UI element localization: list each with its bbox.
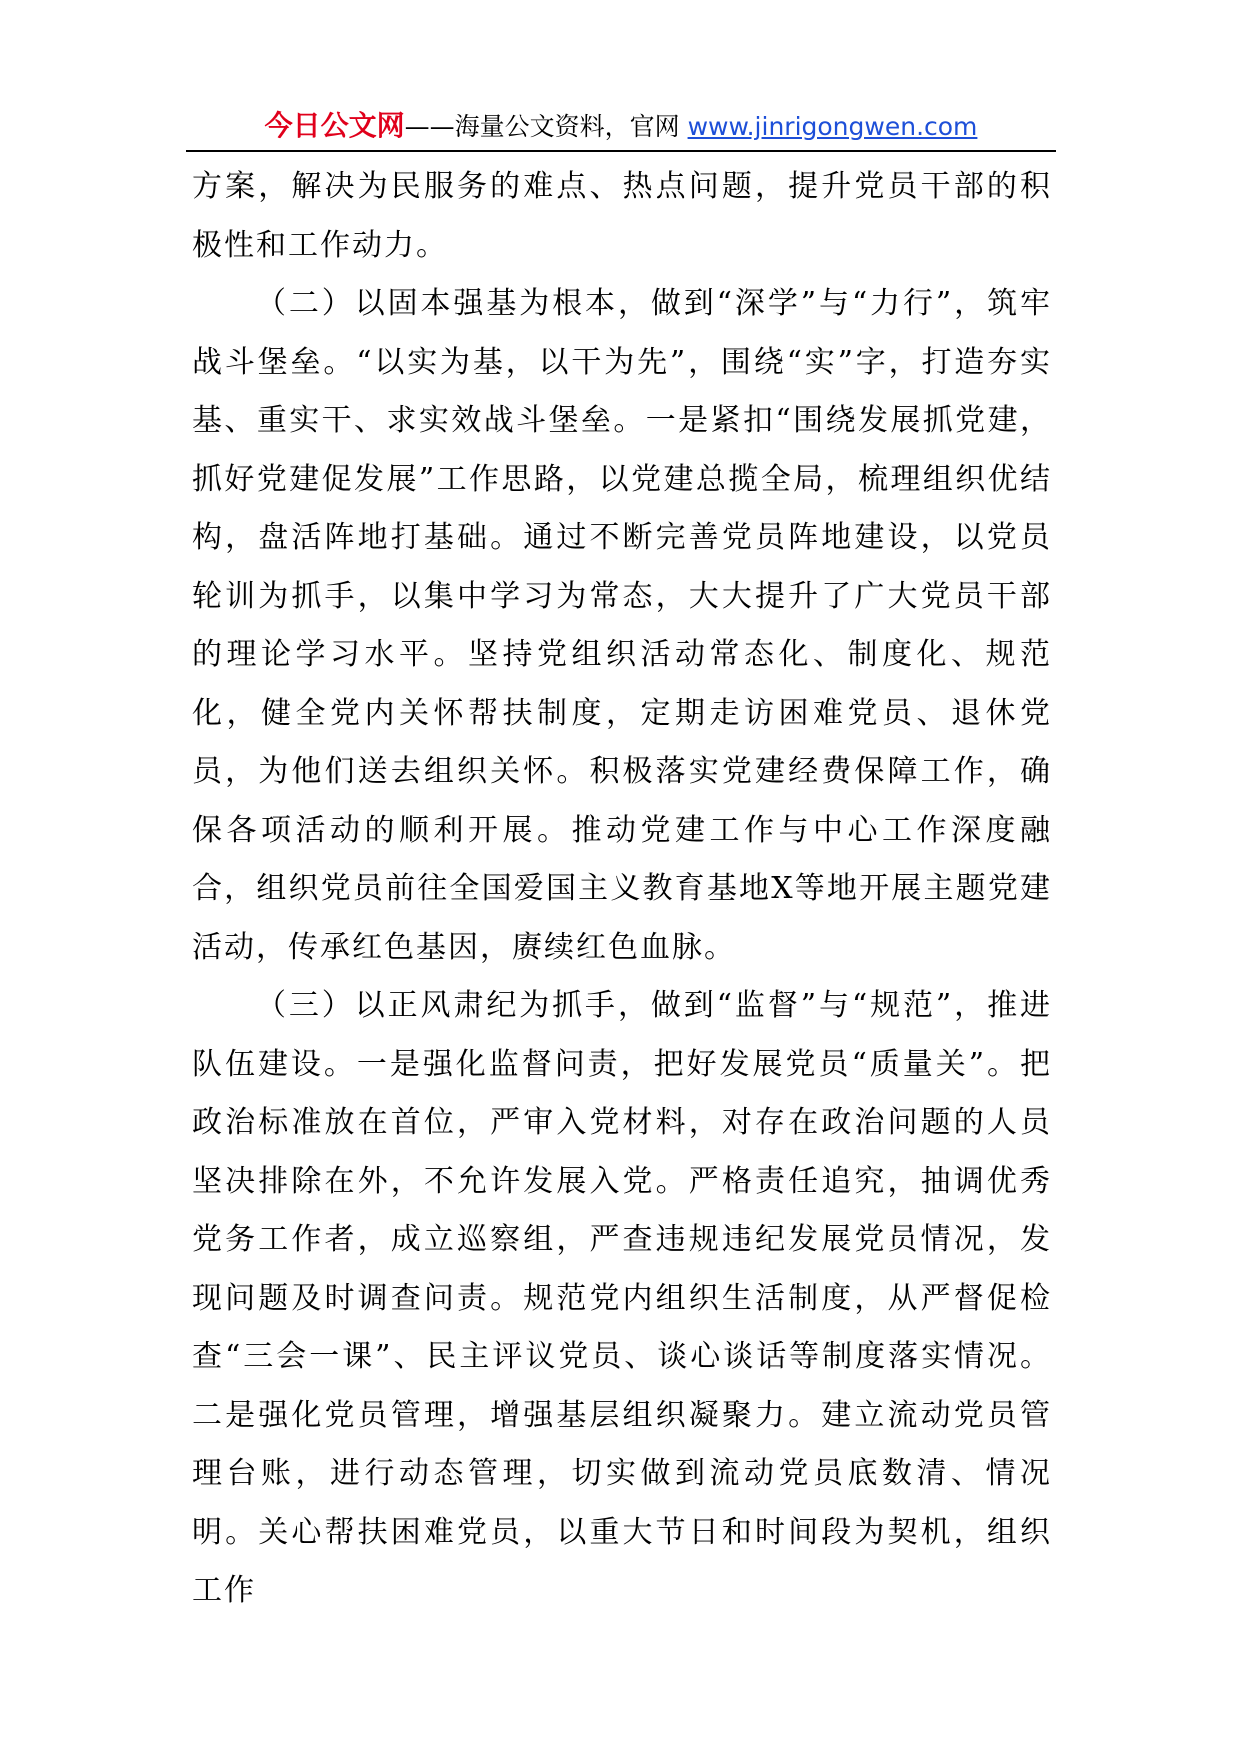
header-url-link[interactable]: www.jinrigongwen.com (687, 112, 978, 141)
header-brand: 今日公文网 (264, 109, 405, 142)
header-description: 海量公文资料，官网 (454, 112, 688, 141)
paragraph-continuation: 方案，解决为民服务的难点、热点问题，提升党员干部的积极性和工作动力。 (192, 169, 1052, 263)
page-header (186, 104, 1056, 152)
paragraph-section-two: （二）以固本强基为根本，做到“深学”与“力行”，筑牢战斗堡垒。“以实为基，以干为先”，围绕“实”字，打造夯实基、重实干、求实效战斗堡垒。一是紧扣“围绕发展抓党建，抓好党建促发展”工作思路，以党建总揽全局，梳理组织优结构，盘活阵地打基础。通过不断完善党员阵地建设，以党员轮训为抓手，以集中学习为常态，大大提升了广大党员干部的理论学习水平。坚持党组织活动常态化、制度化、规范化，健全党内关怀帮扶制度，定期走访困难党员、退休党员，为他们送去组织关怀。积极落实党建经费保障工作，确保各项活动的顺利开展。推动党建工作与中心工作深度融合，组织党员前往全国爱国主义教育基地X等地开展主题党建活动，传承红色基因，赓续红色血脉。 (192, 286, 1052, 965)
header-separator: —— (404, 112, 455, 141)
paragraph-section-three: （三）以正风肃纪为抓手，做到“监督”与“规范”，推进队伍建设。一是强化监督问责，把好发展党员“质量关”。把政治标准放在首位，严审入党材料，对存在政治问题的人员坚决排除在外，不允许发展入党。严格责任追究，抽调优秀党务工作者，成立巡察组，严查违规违纪发展党员情况，发现问题及时调查问责。规范党内组织生活制度，从严督促检查“三会一课”、民主评议党员、谈心谈话等制度落实情况。二是强化党员管理，增强基层组织凝聚力。建立流动党员管理台账，进行动态管理，切实做到流动党员底数清、情况明。关心帮扶困难党员，以重大节日和时间段为契机，组织工作 (192, 988, 1052, 1608)
document-body (192, 158, 1052, 1621)
